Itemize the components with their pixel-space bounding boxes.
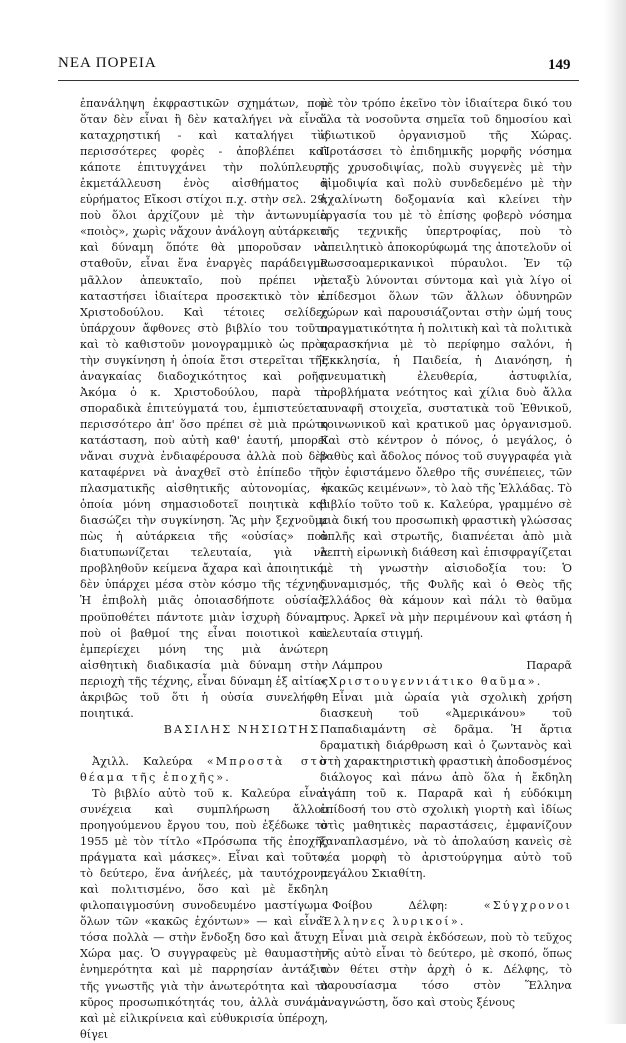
book-reference [320, 898, 572, 930]
book-reference [80, 754, 328, 786]
spacer [320, 882, 572, 898]
review-paragraph: Εἶναι μιὰ σειρὰ ἐκδόσεων, ποὺ τὸ τεῦχος τῆς αὐτὸ εἶναι τὸ δεύτερο, μὲ σκοπό, ὅπως τὸν θέτει στὴν ἀρχὴ ὁ κ. Δέλφης, τὸ παρουσίασμα τόσο στὸν Ἕλληνα ἀναγνώστη, ὅσο καὶ στοὺς ξένους [320, 931, 572, 1009]
review-paragraph: μὲ τὸν τρόπο ἐκεῖνο τὸν ἰδιαίτερα δικό του ὅλα τὰ νοσοῦντα σημεῖα τοῦ δημοσίου καὶ ἰδιωτικοῦ ὀργανισμοῦ τῆς Χώρας. Προτάσσει τὸ ἐπιδημικῆς μορφῆς νόσημα τῆς χρυσοδιψίας, πολὺ συγγενὲς μὲ τὴν αἱμοδιψία καὶ πολὺ συνδεδεμένο μὲ τὴν ἀχαλίνωτη δοξομανία καὶ κλείνει τὴν ἐργασία του μὲ τὸ ἐπίσης φοβερὸ νόσημα τῆς τεχνικῆς ὑπερτροφίας, ποὺ τὸ ἀπειλητικὸ ἀποκορύφωμά της ἀποτελοῦν οἱ Ρωσσοαμερικανικοὶ πύραυλοι. Ἐν τῷ μεταξὺ λύνονται σύντομα καὶ γιὰ λίγο οἱ ἐπίδεσμοι ὅλων τῶν ἄλλων ὀδυνηρῶν χώρων καὶ παρουσιάζονται στὴν ὠμή τους πραγματικότητα ἡ πολιτικὴ καὶ τὰ πολιτικὰ παρασκήνια μὲ τὸ περίφημο σαλόνι, ἡ Ἐκκλησία, ἡ Παιδεία, ἡ Διανόηση, ἡ πνευματικὴ ἐλευθερία, ἀστυφιλία, προβλήματα νεότητος καὶ χίλια δυὸ ἄλλα συναφῆ στοιχεῖα, συστατικὰ τοῦ Ἐθνικοῦ, κοινωνικοῦ καὶ κρατικοῦ μας ὀργανισμοῦ. Καὶ στὸ κέντρον ὁ πόνος, ὁ μεγάλος, ὁ βαθὺς καὶ ἄδολος πόνος τοῦ συγγραφέα γιὰ τὸν ἐφιστάμενο ὄλεθρο τῆς συνέπειες, τῶν «κακῶς κειμένων», τὸ λαὸ τῆς Ἑλλάδας. Τὸ βιβλίο τοῦτο τοῦ κ. Καλεύρα, γραμμένο σὲ μιὰ δική του προσωπικὴ φραστικὴ γλώσσας ἁπλῆς καὶ στρωτῆς, διαπνέεται ἀπὸ μιὰ λεπτὴ εἰρωνικὴ διάθεση καὶ ἐπισφραγίζεται μὲ τὴ γνωστὴν αἰσιοδοξία του: Ὁ δυναμισμός, τῆς Φυλῆς καὶ ὁ Θεὸς τῆς Ἑλλάδος θὰ κάμουν καὶ πάλι τὸ θαῦμα τους. Ἀρκεῖ νὰ μὴν περιμένουν καὶ φτάση ἡ τελευταία στιγμή. [320, 97, 572, 640]
scan-edge-shadow [604, 0, 626, 1024]
book-reference [320, 658, 572, 690]
page-number: 149 [548, 57, 571, 73]
review-paragraph: Τὸ βιβλίο αὐτὸ τοῦ κ. Καλεύρα εἶναι συνέχεια καὶ συμπλήρωση ἄλλου προηγούμενου ἔργου του, ποὺ ἐξέδωκε τὸ 1955 μὲ τὸν τίτλο «Πρόσωπα τῆς ἐποχῆς πράγματα καὶ μάσκες». Εἶναι καὶ τοῦτο, τὸ δεύτερο, ἕνα ἀνήλεές, μὰ ταυτόχρονα καὶ πολιτισμένο, ὅσο καὶ μὲ ἔκδηλη φιλοπαιγμοσύνη συνοδευμένο μαστίγωμα ὅλων τῶν «κακῶς ἐχόντων» — καὶ εἶναι τόσα πολλὰ — στὴν ἔνδοξη δσο καὶ ἄτυχη Χώρα μας. Ὁ συγγραφεὺς μὲ θαυμαστὴν ἐνημερότητα καὶ μὲ παρρησίαν ἀντάξια τῆς γνωστῆς γιὰ τὴν ἀνωτερότητα καὶ τὸ κῦρος προσωπικότητάς του, ἀλλὰ συνάμα καὶ μὲ εἰλικρίνεια καὶ εὐθυκρισία ὑπέροχη, θίγει [80, 786, 328, 1041]
spacer [80, 738, 328, 754]
book-title: «Μπροστὰ στὸ θέαμα τῆς ἐποχῆς». [80, 754, 328, 784]
journal-title: ΝΕΑ ΠΟΡΕΙΑ [58, 55, 157, 71]
header-rule [58, 80, 579, 81]
left-column [80, 96, 328, 1043]
review-paragraph: ἐπανάληψη ἐκφραστικῶν σχημάτων, ποὺ ὅταν δὲν εἶναι ἢ δὲν καταλήγει νὰ εἶναι καταχρηστική - καὶ καταλήγει τὶς περισσότερες φορὲς - ἀποβλέπει καὶ κάποτε ἐπιτυγχάνει τὴν πολύπλευρη ἐκμετάλλευση ἑνὸς αἰσθήματος ἢ εὑρήματος Εἴκοσι στίχοι π.χ. στὴν σελ. 29, ποὺ ὅλοι ἀρχίζουν μὲ τὴν ἀντωνυμία «ποιὸς», χωρὶς νἄχουν ἀνάλογη αὐτάρκεια καὶ δύναμη ὅπότε θὰ μποροῦσαν νὰ σταθοῦν, εἶναι ἕνα ἐναργὲς παράδειγμα μᾶλλον ἀπευκταῖο, ποὺ πρέπει νὰ καταστήσει ἰδιαίτερα προσεκτικὸ τὸν κ. Χριστοδούλου. Καὶ τέτοιες σελίδες ὑπάρχουν ἄφθονες στὸ βιβλίο του τοῦτο καὶ τὸ καθιστοῦν μονογραμμικὸ ὡς πρὸς τὴν συγκίνηση ἡ ὁποία ἔτσι στερεῖται τῆς ἀναγκαίας διαδοχικότητος καὶ ροῆς. Ἀκόμα ὁ κ. Χριστοδούλου, παρὰ τὰ σποραδικὰ ἐπιτεύγματά του, ἐμπιστεύεται περισσότερο ἀπ' ὅσο πρέπει σὲ μιὰ πρώτη κατάσταση, ποὺ αὐτὴ καθ' ἑαυτή, μπορεῖ νἄναι συχνὰ ἐνδιαφέρουσα ἀλλὰ ποὺ δὲν καταφέρνει νὰ ἀναχθεῖ στὸ ἐπίπεδο τῆς πλασματικῆς αἰσθητικῆς αὐτονομίας, ἡ ὁποία μόνη σημασιοδοτεῖ ποιητικὰ καὶ διασώζει τὴν συγκίνηση. Ἂς μὴν ξεχνοῦμε πὼς ἡ αὐτάρκεια τῆς «οὐσίας» ποὺ διατυπωνίζεται τελευταία, γιὰ νὰ προβληθοῦν κείμενα ἄχαρα καὶ ἀποιητικά, δὲν ὑπάρχει μέσα στὸν κόσμο τῆς τέχνης. Ἡ ἐπιβολὴ μιᾶς ὁποιασδήποτε οὐσίας, προϋποθέτει πάντοτε μιὰν ἰσχυρὴ δύναμη ποὺ οἱ βαθμοί της εἶναι ποιοτικοὶ καὶ ἐμπερίεχει μόνη της μιὰ ἀνώτερη αἰσθητικὴ διαδικασία μιὰ δύναμη στὴν περιοχὴ τῆς τέχνης, εἶναι δύναμη ἐξ αἰτίας ἀκριβῶς τοῦ ὅτι ἡ οὐσία συνελήφθη ποιητικά. [80, 97, 328, 720]
author-signature: ΒΑΣΙΛΗΣ ΝΗΣΙΩΤΗΣ [163, 722, 320, 736]
book-author: Φοίβου Δέλφη: [332, 899, 448, 913]
right-column [320, 96, 572, 1011]
book-title: «Σύγχρονοι Ἕλληνες λυρικοί». [320, 899, 572, 929]
spacer [320, 642, 572, 658]
review-paragraph: Εἶναι μιὰ ὡραία γιὰ σχολικὴ χρήση διασκευὴ τοῦ «Ἀμερικάνου» τοῦ Παπαδιαμάντη σὲ δρᾶμα. Ἡ ἄρτια δραματικὴ διάρθρωση καὶ ὁ ζωντανὸς καὶ στὴ χαρακτηριστικὴ φραστικὴ ἀποδοσμένος διάλογος καὶ πάνω ἀπὸ ὅλα ἡ ἔκδηλη ἀγάπη τοῦ κ. Παραρᾶ καὶ ἡ εὐδόκιμη ἐπίδοσή του στὸ σχολικὴ γιορτὴ καὶ ἰδίως στὶς μαθητικὲς παραστάσεις, ἐμφανίζουν ξαναπλασμένο, νὰ τὸ ἀπολαύση κανεὶς σὲ νέα μορφὴ τὸ ἀριστούργημα αὐτὸ τοῦ μεγάλου Σκιαθίτη. [320, 690, 572, 881]
book-author: Λάμπρου Παραρᾶ [332, 658, 572, 672]
book-author: Ἀχιλλ. Καλεύρα [92, 754, 193, 768]
book-title: «Χριστουγεννιάτικο θαῦμα». [320, 674, 543, 688]
